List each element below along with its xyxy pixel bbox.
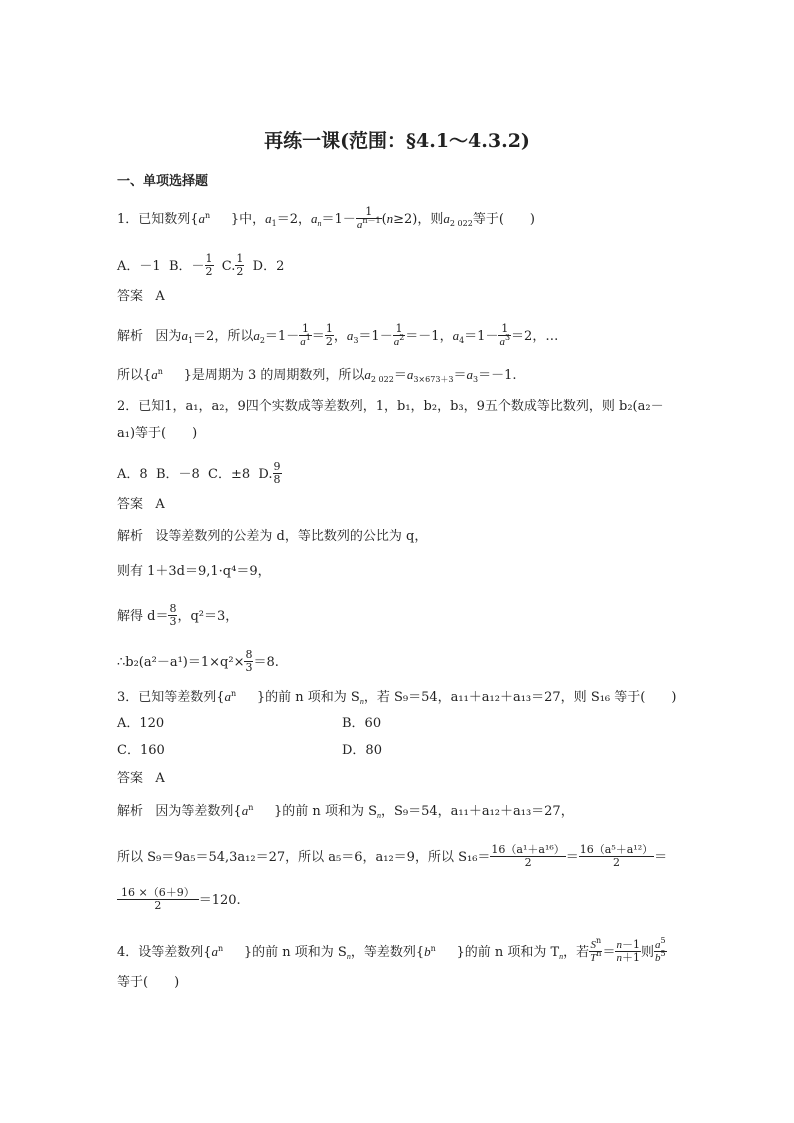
- q2-analysis-text: 设等差数列的公差为 d，等比数列的公比为 q，: [155, 529, 428, 544]
- section-heading: 一、单项选择题: [117, 174, 209, 189]
- q2-step3-text: ∴b₂(a²－a¹)＝1×q²×: [117, 655, 245, 670]
- q1-answer-label: 答案: [117, 289, 144, 304]
- q2-answer-label: 答案: [117, 497, 144, 512]
- question-3-line-2: 所以 S₉＝9a₅＝54,3a₁₂＝27，所以 a₅＝6，a₁₂＝9，所以 S₁₆＝ $\frac{\text{16（a¹＋a¹⁶）}}{2}$ ＝ $\frac{\text{16（a⁵＋a¹²）}}{2}$ ＝: [117, 843, 668, 869]
- question-2-options: A．8 B．－8 C．±8 D. $\frac{9}{8}$: [117, 460, 281, 486]
- q4-stem-f: 则: [640, 945, 654, 960]
- q3-line3-tail: ＝120.: [198, 893, 241, 908]
- q1-stem-d: 等于( ): [472, 212, 535, 227]
- q1-answer-value: A: [155, 289, 165, 304]
- q2-option-b: B．－8: [155, 467, 200, 482]
- q2-analysis-label: 解析: [117, 529, 144, 544]
- q2-answer-value: A: [155, 497, 165, 512]
- q1-option-d: D．2: [252, 259, 285, 274]
- q3-option-d: D．80: [342, 743, 382, 758]
- q3-stem-b: }的前 n 项和为 S: [256, 690, 360, 705]
- q3-analysis-label: 解析: [117, 804, 144, 819]
- q1-stem-a: 1．已知数列{: [117, 212, 199, 227]
- question-2-step-3: ∴b₂(a²－a¹)＝1×q²× $\frac{8}{3}$ ＝8.: [117, 648, 279, 674]
- q2-option-c: C．±8: [208, 467, 251, 482]
- question-2-analysis: [117, 529, 427, 545]
- q1-option-c: C.: [221, 259, 236, 274]
- q2-option-d: D.: [258, 467, 273, 482]
- question-2-answer: [117, 497, 165, 513]
- question-3-answer: [117, 771, 165, 787]
- q4-stem-d: }的前 n 项和为 T: [456, 945, 560, 960]
- page-title: 再练一课(范围：§4.1～4.3.2): [264, 130, 530, 152]
- q3-analysis-a: 因为等差数列{: [155, 804, 242, 819]
- q1-concl-b: }是周期为 3 的周期数列，所以: [183, 368, 365, 383]
- q3-frac2-num: 16（a⁵＋a¹²）: [579, 843, 654, 856]
- q3-stem-a: 3．已知等差数列{: [117, 690, 225, 705]
- question-1-analysis: 解析 因为$a_1=2$，所以$a_2=1-$ $\frac{1}{a^1}$ ＝ $\frac{1}{2}$ ，$a_3=1-$ $\frac{1}{a^2}$ ＝－1，$a_4=1-$ $\frac{1}{a^3}$ ＝2，…: [117, 322, 559, 348]
- q3-analysis-c: ，S₉＝54，a₁₁＋a₁₂＋a₁₃＝27，: [380, 804, 574, 819]
- q3-option-a: A．120: [117, 716, 165, 731]
- q3-answer-value: A: [155, 771, 165, 786]
- q3-frac2-den: 2: [612, 856, 620, 869]
- q1-stem-b: }中，: [230, 212, 266, 227]
- q2-step2-b: ，q²＝3，: [177, 609, 239, 624]
- q3-line2-text: 所以 S₉＝9a₅＝54,3a₁₂＝27，所以 a₅＝6，a₁₂＝9，所以 S₁₆＝: [117, 850, 491, 865]
- q3-answer-label: 答案: [117, 771, 144, 786]
- q1-concl-c: ＝－1.: [478, 368, 517, 383]
- q1-option-a: A．－1: [117, 259, 161, 274]
- q2-option-a: A．8: [117, 467, 148, 482]
- question-2-step-2: 解得 d＝ $\frac{8}{3}$ ，q²＝3，: [117, 602, 239, 628]
- q1-analysis-text-2: ，所以: [214, 329, 254, 344]
- q3-frac1-den: 2: [524, 856, 532, 869]
- q3-analysis-b: }的前 n 项和为 S: [274, 804, 377, 819]
- question-4-stem-line2: 等于( ): [117, 975, 180, 990]
- question-3-line-3: [117, 888, 241, 913]
- q2-step2-a: 解得 d＝: [117, 609, 169, 624]
- question-3-stem: 3．已知等差数列{$a^n$ }的前 n 项和为 $S_n$，若 S₉＝54，a₁₁＋a₁₂＋a₁₃＝27，则 S₁₆ 等于( ): [117, 689, 677, 706]
- question-1-stem: 1．已知数列{$a^n$ }中，$a_1=2$，$a_n=1-$ $\frac{1}{a^{n-1}}$ (n≥2)，则$a_{2 022}$等于( ): [117, 205, 535, 231]
- question-4-stem: 4．设等差数列{$a^n$ }的前 n 项和为 $S_n$，等差数列{$b^n$ }的前 n 项和为 $T_n$，若 $\frac{S^n}{T^n}$ ＝ $\frac{n-1}{n+1}$ 则 $\frac{a^5}{b^5}$: [117, 936, 666, 964]
- question-2-stem-line1: 2．已知1，a₁，a₂，9四个实数成等差数列，1，b₁，b₂，b₃，9五个数成等比数列，则 b₂(a₂－: [117, 399, 664, 414]
- question-1-options: A．－1 B．－ $\frac{1}{2}$ C. $\frac{1}{2}$ D．2: [117, 252, 285, 278]
- q1-stem-c: ，则: [417, 212, 444, 227]
- question-2-stem-line2: a₁)等于( ): [117, 426, 198, 441]
- q4-stem-b: }的前 n 项和为 S: [243, 945, 347, 960]
- question-2-step-1: 则有 1＋3d＝9,1·q⁴＝9，: [117, 564, 271, 579]
- q1-analysis-label: 解析: [117, 329, 144, 344]
- q3-frac1-num: 16（a¹＋a¹⁶）: [491, 843, 565, 856]
- q3-line3-num: 16 ×（6＋9）: [117, 887, 199, 900]
- q4-stem-e: ，若: [563, 945, 590, 960]
- q3-option-b: B．60: [342, 716, 382, 731]
- q1-option-b: B．－: [168, 259, 205, 274]
- q4-stem-a: 4．设等差数列{: [117, 945, 212, 960]
- q4-stem-c: ，等差数列{: [350, 945, 425, 960]
- q1-concl-a: 所以{: [117, 368, 152, 383]
- question-1-conclusion: 所以{$a^n$ }是周期为 3 的周期数列，所以$a_{2 022}=a_{3\times 673+3}=a_3=-1$.: [117, 367, 517, 384]
- q3-stem-c: ，若 S₉＝54，a₁₁＋a₁₂＋a₁₃＝27，则 S₁₆ 等于( ): [363, 690, 677, 705]
- q1-analysis-text-1: 因为: [155, 329, 182, 344]
- q3-option-c: C．160: [117, 743, 165, 758]
- q3-line3-den: 2: [154, 899, 162, 912]
- question-3-analysis: 解析 因为等差数列{$a^n$ }的前 n 项和为 $S_n$，S₉＝54，a₁₁＋a₁₂＋a₁₃＝27，: [117, 803, 574, 820]
- question-1-answer: [117, 289, 165, 305]
